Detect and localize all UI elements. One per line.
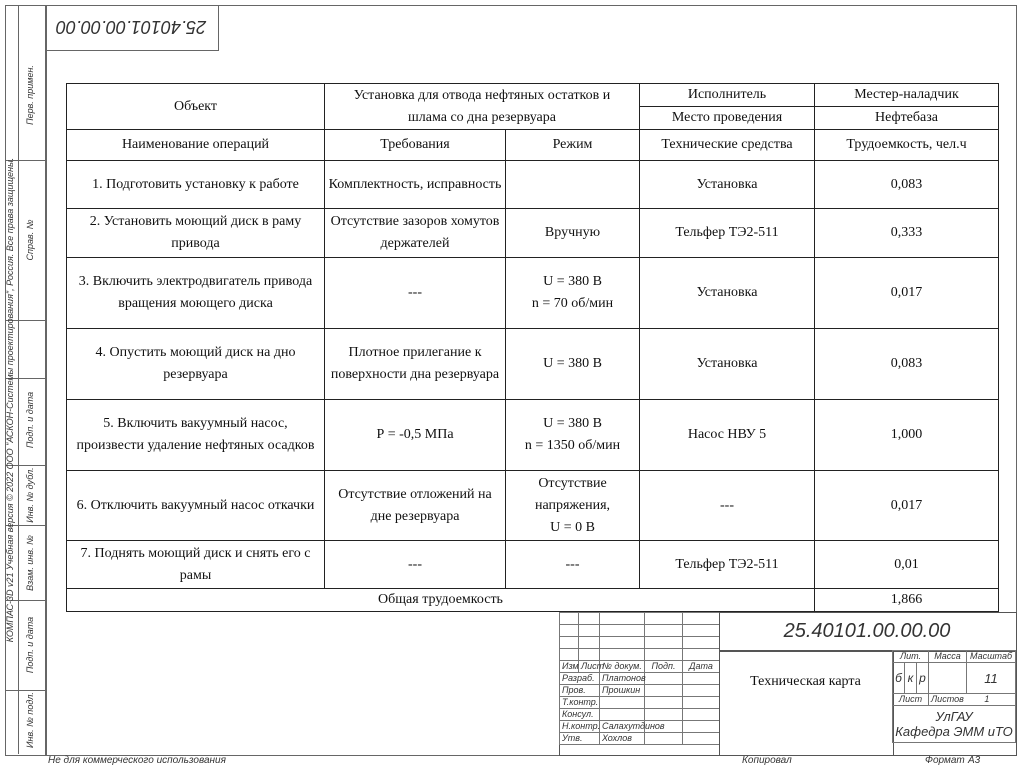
tool-cell: Тельфер ТЭ2-511 (640, 209, 815, 258)
table-row (67, 400, 999, 471)
footer-non-commercial: Не для коммерческого использования (48, 755, 226, 766)
stamp-lit-label: Лит. (893, 651, 929, 663)
header-operation: Наименование операций (67, 130, 325, 161)
requirement-cell: --- (325, 541, 506, 589)
stamp-lit-1: б (893, 663, 905, 694)
stamp-scale-value: 11 (967, 663, 1016, 694)
footer-format-value: А3 (968, 755, 981, 766)
tool-cell: Установка (640, 329, 815, 400)
requirement-cell: Комплектность, исправность (325, 161, 506, 209)
labor-cell: 0,01 (815, 541, 999, 589)
tool-cell: Тельфер ТЭ2-511 (640, 541, 815, 589)
header-tools: Технические средства (640, 130, 815, 161)
stamp-h-data: Дата (683, 661, 720, 673)
header-requirements: Требования (325, 130, 506, 161)
stamp-revision-grid (559, 612, 720, 745)
stamp-org-cell (893, 706, 1016, 743)
labor-cell: 1,000 (815, 400, 999, 471)
object-label: Объект (67, 84, 325, 130)
operation-cell: 7. Поднять моющий диск и снять его с рамы (67, 541, 325, 589)
side-label-inv-podl: Инв. № подл. (25, 692, 35, 748)
total-label: Общая трудоемкость (67, 589, 815, 612)
stamp-utv-label: Утв. (560, 733, 600, 745)
stamp-utv-name: Хохлов (600, 733, 645, 745)
table-row (67, 258, 999, 329)
stamp-designation: 25.40101.00.00.00 (783, 620, 951, 642)
stamp-listov-cell (929, 694, 1016, 706)
side-label-vzam-inv: Взам. инв. № (25, 535, 35, 591)
requirement-cell: Плотное прилегание к поверхности дна резервуара (325, 329, 506, 400)
executor-label: Исполнитель (640, 84, 815, 107)
labor-cell: 0,017 (815, 258, 999, 329)
stamp-listov-value: 1 (984, 694, 990, 704)
place-value: Нефтебаза (815, 107, 999, 130)
tool-cell: --- (640, 471, 815, 541)
stamp-razrab-label: Разраб. (560, 673, 600, 685)
total-row (67, 589, 999, 612)
side-label-podp-data-2: Подп. и дата (25, 616, 35, 674)
table-row (67, 161, 999, 209)
operation-cell: 4. Опустить моющий диск на дно резервуара (67, 329, 325, 400)
object-value: Установка для отвода нефтяных остатков и шлама со дна резервуара (325, 84, 640, 130)
side-label-podp-data-1: Подп. и дата (25, 391, 35, 449)
stamp-lit-3: р (917, 663, 929, 694)
labor-cell: 0,083 (815, 329, 999, 400)
operation-cell: 1. Подготовить установку к работе (67, 161, 325, 209)
requirement-cell: Р = -0,5 МПа (325, 400, 506, 471)
operation-cell: 5. Включить вакуумный насос, произвести удаление нефтяных осадков (67, 400, 325, 471)
table-row (67, 209, 999, 258)
header-labor: Трудоемкость, чел.ч (815, 130, 999, 161)
stamp-h-list: Лист (579, 661, 600, 673)
side-label-inv-dubl: Инв. № дубл. (25, 467, 35, 523)
mode-cell: Вручную (506, 209, 640, 258)
stamp-nkontr-name: Салахутдинов (600, 721, 645, 733)
stamp-doc-title: Техническая карта (750, 674, 861, 689)
stamp-h-izm: Изм (560, 661, 579, 673)
header-row (67, 130, 999, 161)
stamp-org-line1: УлГАУ (935, 709, 973, 724)
table-row (67, 84, 999, 107)
tool-cell: Установка (640, 161, 815, 209)
tool-cell: Установка (640, 258, 815, 329)
side-label-perv-primen: Перв. примен. (25, 65, 35, 125)
doc-title-box (719, 650, 894, 756)
operation-cell: 6. Отключить вакуумный насос откачки (67, 471, 325, 541)
table-row (67, 329, 999, 400)
tool-cell: Насос НВУ 5 (640, 400, 815, 471)
stamp-konsul-label: Консул. (560, 709, 600, 721)
mode-cell: --- (506, 541, 640, 589)
requirement-cell: Отсутствие отложений на дне резервуара (325, 471, 506, 541)
operation-cell: 3. Включить электродвигатель привода вращения моющего диска (67, 258, 325, 329)
mode-cell: U = 380 В n = 1350 об/мин (506, 400, 640, 471)
mode-cell: Отсутствие напряжения, U = 0 В (506, 471, 640, 541)
place-label: Место проведения (640, 107, 815, 130)
stamp-prov-name: Прошкин (600, 685, 645, 697)
stamp-nkontr-label: Н.контр. (560, 721, 600, 733)
mode-cell: U = 380 В (506, 329, 640, 400)
executor-value: Местер-наладчик (815, 84, 999, 107)
mode-cell: U = 380 В n = 70 об/мин (506, 258, 640, 329)
stamp-massa-label: Масса (929, 651, 967, 663)
table-row (67, 471, 999, 541)
labor-cell: 0,333 (815, 209, 999, 258)
stamp-h-podp: Подп. (645, 661, 683, 673)
header-mode: Режим (506, 130, 640, 161)
rotated-document-code: 25.40101.00.00.00 (55, 17, 207, 37)
requirement-cell: Отсутствие зазоров хомутов держателей (325, 209, 506, 258)
stamp-list-label: Лист (893, 694, 929, 706)
operation-cell: 2. Установить моющий диск в раму привода (67, 209, 325, 258)
stamp-lit-2: к (905, 663, 917, 694)
labor-cell: 0,083 (815, 161, 999, 209)
table-row (67, 541, 999, 589)
stamp-listov-label: Листов (931, 694, 964, 704)
stamp-h-ndoc: № докум. (600, 661, 645, 673)
technical-card-table (66, 83, 999, 612)
stamp-masshtab-label: Масштаб (967, 651, 1016, 663)
side-label-sprav: Справ. № (25, 219, 35, 261)
side-label-copyright: КОМПАС-3D v21 Учебная версия © 2022 ООО "АСКОН-Системы проектирования", Россия. Все права защищены. (5, 157, 15, 643)
stamp-tkontr-label: Т.контр. (560, 697, 600, 709)
requirement-cell: --- (325, 258, 506, 329)
stamp-org-line2: Кафедра ЭММ иТО (895, 724, 1013, 739)
footer-copied: Копировал (742, 755, 792, 766)
footer-format-label: Формат (925, 755, 965, 766)
mode-cell (506, 161, 640, 209)
stamp-lit-grid (892, 650, 1016, 743)
stamp-razrab-name: Платонов (600, 673, 645, 685)
total-value: 1,866 (815, 589, 999, 612)
labor-cell: 0,017 (815, 471, 999, 541)
stamp-prov-label: Пров. (560, 685, 600, 697)
